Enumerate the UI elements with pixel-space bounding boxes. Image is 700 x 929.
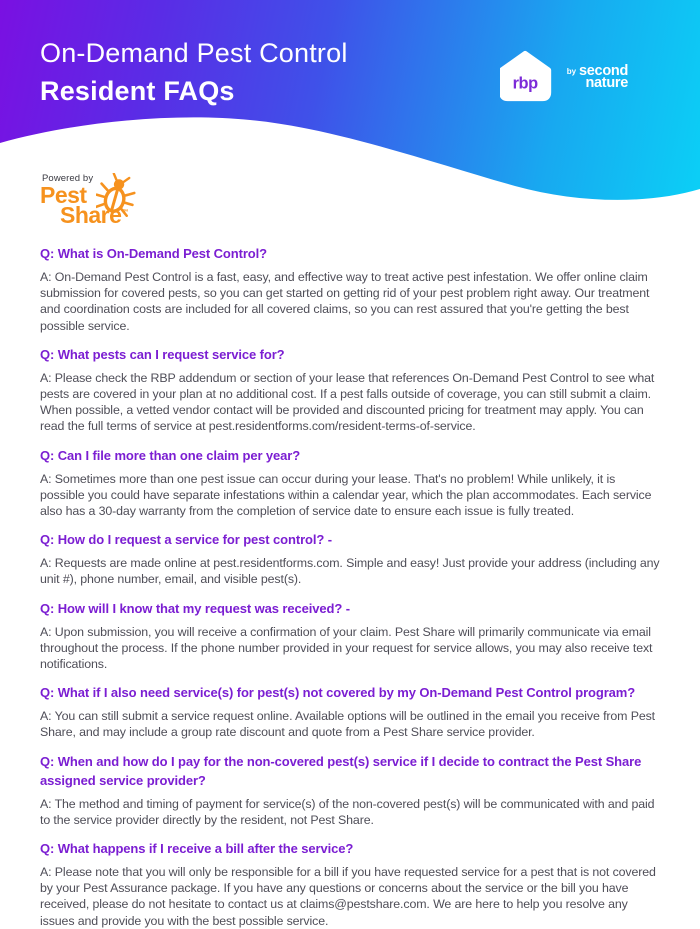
faq-question: Q: What happens if I receive a bill after the service? (40, 841, 354, 857)
header-titles (40, 38, 348, 107)
faq-item (40, 530, 662, 587)
faq-question: Q: Can I file more than one claim per year? (40, 447, 301, 463)
faq-item (40, 345, 662, 435)
faq-answer: A: Please check the RBP addendum or section of your lease that references On-Demand Pest Control to see what pests are covered in your plan at no additional cost. If a pest falls outside of coverage, you can still submit a claim. When possible, a vetted vendor contact will be provided and discounted pricing for treatment may apply. You can read the full terms of service at pest.residentforms.com/resident-terms-of-service. (40, 370, 655, 434)
powered-by-label: Powered by (42, 173, 94, 184)
faq-answer: A: On-Demand Pest Control is a fast, easy, and effective way to treat active pest infestation. We offer online claim submission for covered pests, so you can get started on getting rid of your pest problem right away. Our treatment and coordination costs are included for all covered claims, so you can rest assured that you're getting the best possible service. (40, 270, 650, 333)
faq-question: Q: What pests can I request service for? (40, 346, 285, 362)
second-nature-line2: nature (585, 75, 628, 91)
pest-share-share-text: Share (60, 202, 122, 228)
faq-question: Q: How will I know that my request was received? - (40, 600, 350, 616)
faq-item (40, 599, 662, 673)
page-subtitle: Resident FAQs (40, 76, 235, 106)
faq-item (40, 244, 662, 334)
faq-item (40, 752, 662, 828)
second-nature-wordmark (566, 62, 628, 91)
faq-question: Q: When and how do I pay for the non-covered pest(s) service if I decide to contract the Pest Share assigned service provider? (40, 753, 642, 788)
pest-share-wordmark-line1: Pest (40, 182, 87, 208)
faq-answer: A: Please note that you will only be responsible for a bill if you have requested service for a pest that is not covered by your Pest Assurance package. If you have any questions or concerns about the service or the bill you have received, please do not hesitate to contact us at claims@pestshare.com. We are here to help you resolve any issues and provide you with the best possible service. (40, 865, 656, 928)
rbp-logo-text: rbp (512, 74, 538, 93)
header-banner (0, 0, 700, 228)
faq-answer: A: Requests are made online at pest.residentforms.com. Simple and easy! Just provide your address (including any unit #), phone number, email, and visible pest(s). (40, 556, 660, 587)
faq-answer: A: The method and timing of payment for service(s) of the non-covered pest(s) will be communicated with and paid to the service provider directly by the resident, not Pest Share. (40, 796, 655, 827)
pest-share-logo (40, 173, 180, 228)
second-nature-by: by (566, 66, 577, 76)
faq-answer: A: You can still submit a service request online. Available options will be outlined in the email you receive from Pest Share, and may include a group rate discount and quote from a Pest Share service provider. (40, 709, 656, 740)
page-title: On-Demand Pest Control (40, 38, 348, 68)
faq-question: Q: How do I request a service for pest control? - (40, 532, 332, 548)
faq-answer: A: Sometimes more than one pest issue can occur during your lease. That's no problem! While unlikely, it is possible you could have separate infestations within a calendar year, which the plan accommodates. Each service also has a 30-day warranty from the completion of service date to ensure each issue is fully treated. (40, 471, 652, 519)
faq-item (40, 683, 662, 740)
faq-question: Q: What if I also need service(s) for pest(s) not covered by my On-Demand Pest Control program? (40, 685, 636, 701)
faq-item (40, 839, 662, 929)
bug-icon (96, 173, 136, 217)
second-nature-line1: second (579, 62, 628, 79)
faq-question: Q: What is On-Demand Pest Control? (40, 246, 267, 261)
faq-answer: A: Upon submission, you will receive a confirmation of your claim. Pest Share will primarily communicate via email throughout the process. If the phone number provided in your request for service allows, you may also receive text notifications. (40, 624, 653, 672)
rbp-second-nature-logo (500, 50, 628, 104)
rbp-logo-icon (500, 50, 558, 104)
trademark-symbol: ™ (121, 209, 128, 216)
faq-item (40, 446, 662, 520)
faq-list (0, 208, 700, 929)
